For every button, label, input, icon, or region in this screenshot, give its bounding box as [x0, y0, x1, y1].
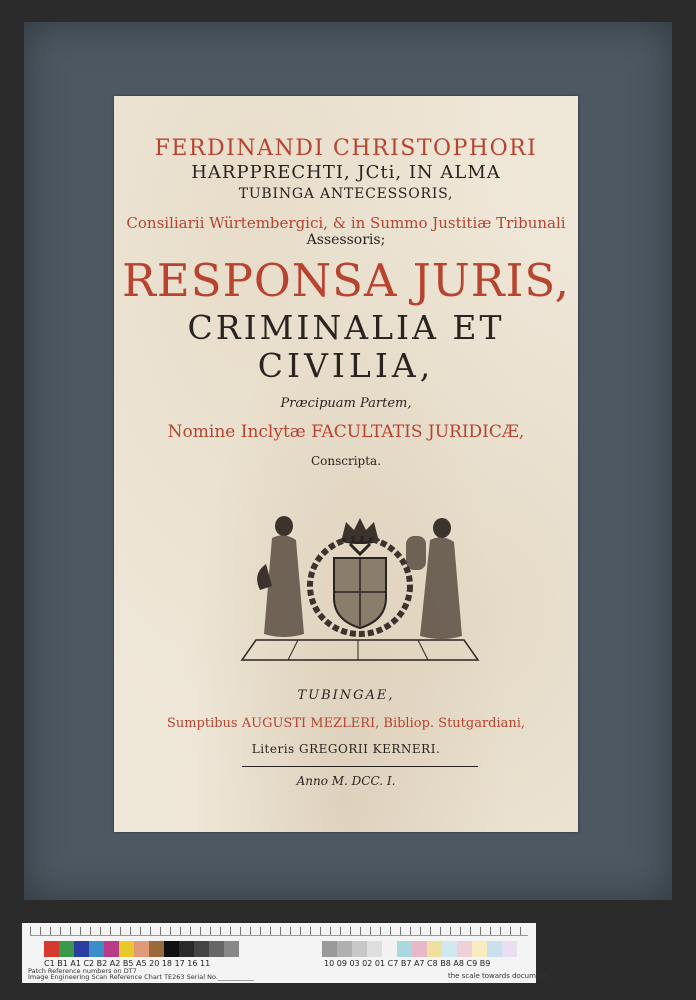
color-patch [104, 941, 119, 957]
author-name: FERDINANDI CHRISTOPHORI [154, 136, 538, 161]
color-patch [194, 941, 209, 957]
imprint-year: Anno M. DCC. I. [296, 774, 396, 788]
gray-patch [457, 941, 472, 957]
imprint-publisher: Sumptibus AUGUSTI MEZLERI, Bibliop. Stutgardiani, [166, 716, 526, 731]
target-footer-left: Image Engineering Scan Reference Chart TE263 Serial No.___________ [28, 973, 254, 981]
gray-patch [412, 941, 427, 957]
coat-of-arms-emblem [238, 514, 482, 664]
ruler-ticks [30, 927, 528, 935]
subtitle-note: Præcipuam Partem, [280, 396, 412, 411]
color-patch-labels: C1 B1 A1 C2 B2 A2 B5 A5 20 18 17 16 11 [44, 959, 211, 968]
conscripta-line: Conscripta. [310, 454, 382, 468]
target-footer-small: Patch Reference numbers on DT7 [28, 967, 137, 975]
color-patch [149, 941, 164, 957]
target-footer-right: the scale towards document [448, 972, 548, 980]
gray-patch [427, 941, 442, 957]
gray-patch [502, 941, 517, 957]
author-office: Consiliarii Würtembergici, & in Summo Justitiæ Tribunali [126, 214, 566, 232]
gray-patch [442, 941, 457, 957]
gray-patches [322, 941, 517, 957]
color-patch [224, 941, 239, 957]
gray-patch [322, 941, 337, 957]
faculty-line: Nomine Inclytæ FACULTATIS JURIDICÆ, [167, 422, 525, 442]
gray-patch [382, 941, 397, 957]
color-reference-target [22, 923, 548, 983]
color-patches [44, 941, 239, 957]
color-patch [119, 941, 134, 957]
title-page [114, 96, 578, 832]
author-position: TUBINGA ANTECESSORIS, [238, 186, 454, 202]
imprint-rule [242, 766, 478, 767]
color-patch [164, 941, 179, 957]
main-title: RESPONSA JURIS, [122, 254, 570, 307]
imprint-place: TUBINGAE, [297, 688, 395, 703]
color-patch [134, 941, 149, 957]
author-office-cont: Assessoris; [306, 232, 386, 248]
gray-patch-labels: 10 09 03 02 01 C7 B7 A7 C8 B8 A8 C9 B9 [324, 959, 491, 968]
color-patch [179, 941, 194, 957]
color-patch [59, 941, 74, 957]
imprint-printer: Literis GREGORII KERNERI. [251, 742, 441, 756]
author-surname: HARPPRECHTI, JCti, IN ALMA [191, 162, 501, 183]
gray-patch [337, 941, 352, 957]
subtitle-2: CIVILIA, [257, 346, 435, 385]
subtitle-1: CRIMINALIA ET [187, 308, 505, 347]
color-patch [44, 941, 59, 957]
gray-patch [367, 941, 382, 957]
color-patch [209, 941, 224, 957]
gray-patch [472, 941, 487, 957]
gray-patch [487, 941, 502, 957]
gray-patch [397, 941, 412, 957]
scale-ruler [30, 927, 528, 936]
color-patch [74, 941, 89, 957]
color-patch [89, 941, 104, 957]
gray-patch [352, 941, 367, 957]
